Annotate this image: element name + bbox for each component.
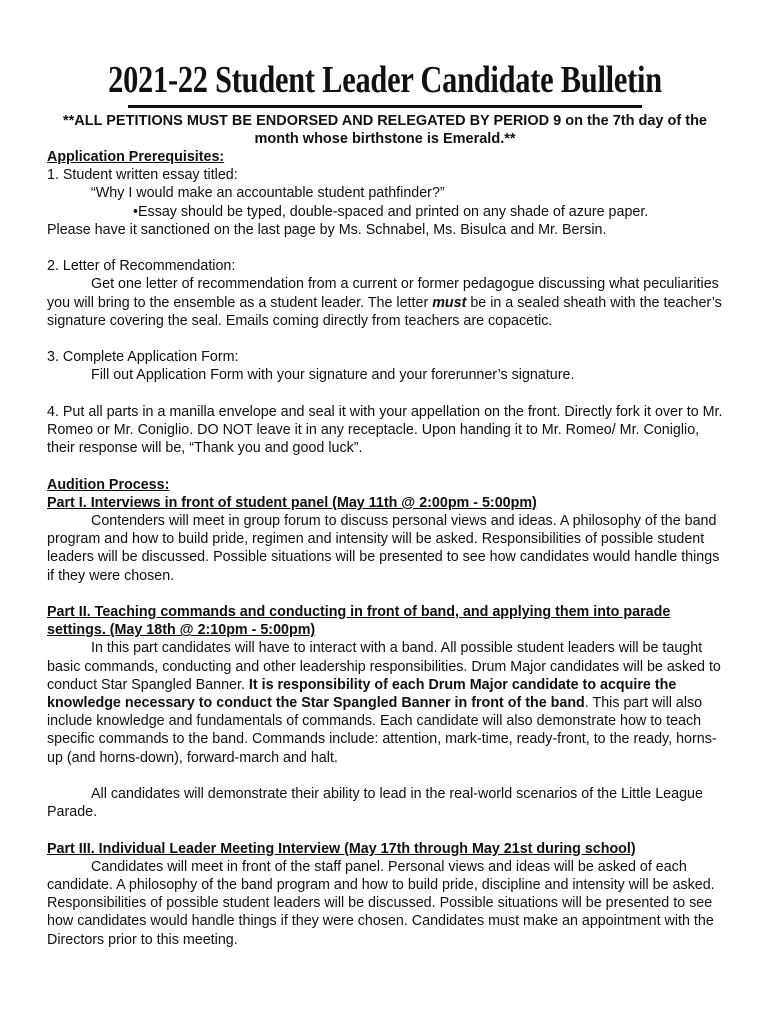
- part2-paragraph: [47, 639, 727, 766]
- audition-heading: Audition Process:: [47, 476, 170, 493]
- part3-text: Candidates will meet in front of the staff panel. Personal views and ideas will be asked of each candidate. A philosophy of the band program and how to build pride, discipline and intensity will be asked. Responsibilities of possible student leaders will be discussed. Possible situations will be presented to see how candidates would handle things if they were chosen. Candidates must make an appointment with the Directors prior to this meeting.: [47, 858, 715, 948]
- essay-note: Please have it sanctioned on the last page by Ms. Schnabel, Ms. Bisulca and Mr. Bersin.: [47, 221, 607, 238]
- item2-text-a: Get one letter of recommendation from a current or former pedagogue discussing what peculiarities you will bring to the ensemble as a student leader. The letter: [47, 276, 719, 311]
- part3-heading: Part III. Individual Leader Meeting Interview (May 17th through May 21st during school): [47, 840, 636, 857]
- part2-text-b: . This part will also include knowledge and fundamentals of commands. Each candidate will also demonstrate how to teach specific commands to the band. Commands include: attention, mark-time, ready-front, to the ready, horns-up (and horns-down), forward-march and halt.: [47, 695, 717, 766]
- title-underline: [128, 105, 642, 108]
- item3-title: 3. Complete Application Form:: [47, 349, 239, 366]
- item2-text-b: be in a sealed sheath with the teacher’s signature covering the seal. Emails coming directly from teachers are copacetic.: [47, 294, 722, 329]
- item2-emphasis: must: [432, 294, 467, 311]
- item2-title: 2. Letter of Recommendation:: [47, 258, 236, 275]
- essay-bullet: •Essay should be typed, double-spaced and printed on any shade of azure paper.: [133, 203, 649, 220]
- page-title: 2021-22 Student Leader Candidate Bulletin: [108, 59, 662, 101]
- part1-text: Contenders will meet in group forum to discuss personal views and ideas. A philosophy of the band program and how to build pride, regimen and intensity will be asked. Responsibilities of possible student leaders will be discussed. Possible situations will be presented to see how candidates would handle things if they were chosen.: [47, 513, 720, 584]
- item1-title: 1. Student written essay titled:: [47, 167, 238, 184]
- item2-paragraph: [47, 275, 727, 330]
- deadline-notice: **ALL PETITIONS MUST BE ENDORSED AND RELEGATED BY PERIOD 9 on the 7th day of the month whose birthstone is Emerald.**: [63, 113, 707, 147]
- part2-text-c: All candidates will demonstrate their ability to lead in the real-world scenarios of the Little League Parade.: [47, 786, 703, 821]
- part2-text-a: In this part candidates will have to interact with a band. All possible student leaders will be taught basic commands, conducting and other leadership responsibilities. Drum Major candidates will be asked to conduct Star Spangled Banner.: [47, 640, 721, 693]
- bulletin-body: [47, 148, 727, 949]
- part2-heading: Part II. Teaching commands and conducting in front of band, and applying them into parade settings. (May 18th @ 2:10pm - 5:00pm): [47, 604, 671, 639]
- part1-heading: Part I. Interviews in front of student panel (May 11th @ 2:00pm - 5:00pm): [47, 494, 537, 511]
- item3-text: Fill out Application Form with your signature and your forerunner’s signature.: [91, 367, 575, 384]
- prereq-heading: Application Prerequisites:: [47, 149, 225, 165]
- essay-title-quote: “Why I would make an accountable student pathfinder?”: [91, 185, 445, 202]
- item4-text: 4. Put all parts in a manilla envelope and seal it with your appellation on the front. Directly fork it over to Mr. Romeo or Mr. Coniglio. DO NOT leave it in any receptacle. Upon handing it to Mr. Romeo/ Mr. Coniglio, their response will be, “Thank you and good luck”.: [47, 403, 723, 457]
- part2-bold: It is responsibility of each Drum Major candidate to acquire the knowledge necessary to conduct the Star Spangled Banner in front of the band: [47, 676, 677, 712]
